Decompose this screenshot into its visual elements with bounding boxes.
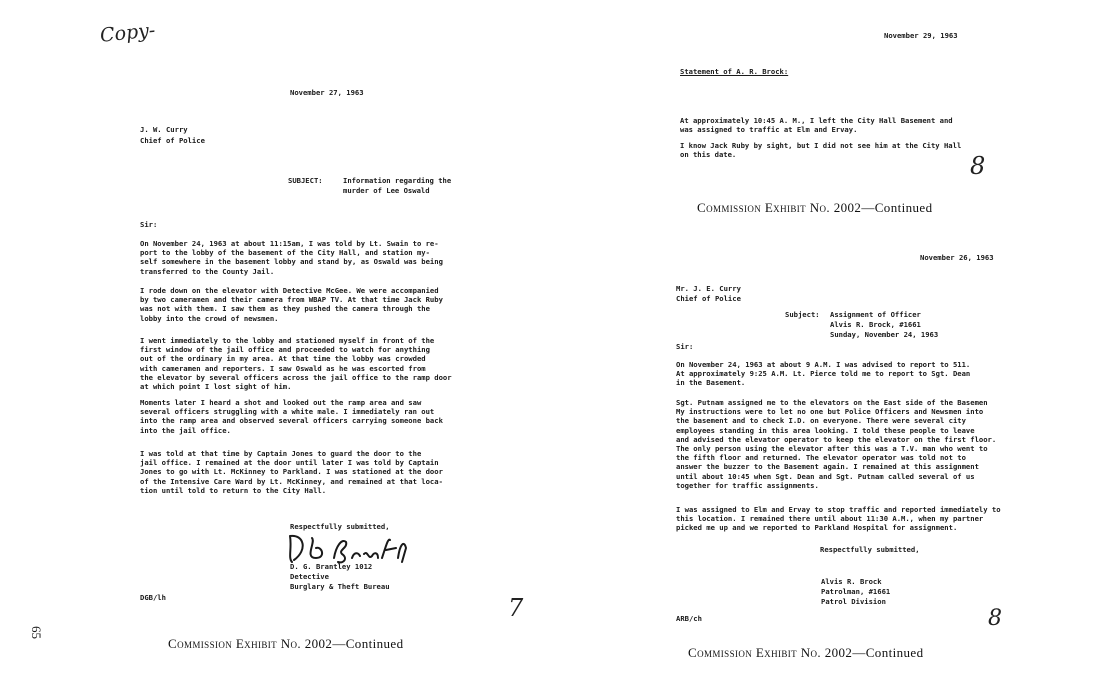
right-recipient-title: Chief of Police <box>676 294 741 303</box>
right-paragraph-1: On November 24, 1963 at about 9 A.M. I was advised to report to 511. At approximately 9:25 A.M. Lt. Pierce told me to report to Sgt. Dean in the Basement. <box>676 360 971 388</box>
page-number: 65 <box>29 626 44 639</box>
left-caption-prefix: Commission Exhibit No. <box>168 636 302 651</box>
right-top-caption <box>697 200 933 216</box>
left-recipient-title: Chief of Police <box>140 136 205 145</box>
left-page-mark: 7 <box>508 594 524 622</box>
left-paragraph-4: Moments later I heard a shot and looked out the ramp area and saw several officers struggling with a white male. I immediately ran out into the ramp area and observed several officers carrying someone back into the jail office. <box>140 398 443 435</box>
right-signer-dept: Patrol Division <box>821 597 886 606</box>
left-signer-name: D. G. Brantley 1012 <box>290 562 373 571</box>
right-recipient-name: Mr. J. E. Curry <box>676 284 741 293</box>
left-caption-number: 2002 <box>304 636 333 651</box>
right-subject-line1: Assignment of Officer <box>830 310 921 319</box>
left-caption <box>168 636 404 652</box>
right-top-paragraph-2: I know Jack Ruby by sight, but I did not see him at the City Hall on this date. <box>680 141 962 160</box>
left-initials: DGB/lh <box>140 593 166 602</box>
left-paragraph-3: I went immediately to the lobby and stationed myself in front of the first window of the jail office and proceeded to watch for anything out of the ordinary in my area. At that time the lobby was crowded with cameramen and reporters. I saw Oswald as he was escorted from the elevator by several officers across the jail office to the ramp door at which point I lost sight of him. <box>140 336 452 392</box>
right-caption-number: 2002 <box>824 645 853 660</box>
right-subject-line2: Alvis R. Brock, #1661 <box>830 320 921 329</box>
right-initials: ARB/ch <box>676 614 702 623</box>
left-caption-suffix: —Continued <box>332 636 404 651</box>
left-paragraph-1: On November 24, 1963 at about 11:15am, I was told by Lt. Swain to re- port to the lobby of the basement of the City Hall, and station my- self somewhere in the basement lobby and stand by, as Oswald was being transferred to the County Jail. <box>140 239 443 276</box>
right-top-page-mark: 8 <box>970 152 986 180</box>
right-caption-prefix: Commission Exhibit No. <box>688 645 822 660</box>
right-signer-title: Patrolman, #1661 <box>821 587 891 596</box>
right-top-heading: Statement of A. R. Brock: <box>680 67 789 76</box>
right-page-mark: 8 <box>988 606 1002 631</box>
left-signer-dept: Burglary & Theft Bureau <box>290 582 390 591</box>
right-signer-name: Alvis R. Brock <box>821 577 882 586</box>
right-top-caption-suffix: —Continued <box>861 200 933 215</box>
right-caption <box>688 645 924 661</box>
right-date: November 26, 1963 <box>920 253 994 262</box>
copy-annotation: Copy- <box>99 19 157 47</box>
left-salutation: Sir: <box>140 220 158 229</box>
right-closing: Respectfully submitted, <box>820 545 920 554</box>
left-recipient-name: J. W. Curry <box>140 125 188 134</box>
right-top-paragraph-1: At approximately 10:45 A. M., I left the City Hall Basement and was assigned to traffic at Elm and Ervay. <box>680 116 953 135</box>
left-subject-line1: Information regarding the <box>343 176 452 185</box>
right-subject-label: Subject: <box>785 310 820 319</box>
left-paragraph-5: I was told at that time by Captain Jones to guard the door to the jail office. I remained at the door until later I was told by Captain Jones to go with Lt. McKinney to Parkland. I was stationed at the door of the Intensive Care Ward by Lt. McKinney, and remained at that loca- tion until told to return to the City Hall. <box>140 449 443 495</box>
left-subject-label: SUBJECT: <box>288 176 323 185</box>
right-paragraph-3: I was assigned to Elm and Ervay to stop traffic and reported immediately to this location. I remained there until about 11:30 A.M., when my partner picked me up and we reported to Parkland Hospital for assignment. <box>676 505 1001 533</box>
right-top-caption-prefix: Commission Exhibit No. <box>697 200 831 215</box>
left-paragraph-2: I rode down on the elevator with Detective McGee. We were accompanied by two cameramen and their camera from WBAP TV. At that time Jack Ruby was not with them. I saw them as they pushed the camera through the lobby into the crowd of newsmen. <box>140 286 443 323</box>
left-signer-title: Detective <box>290 572 329 581</box>
right-caption-suffix: —Continued <box>852 645 924 660</box>
right-top-date: November 29, 1963 <box>884 31 958 40</box>
right-subject-line3: Sunday, November 24, 1963 <box>830 330 939 339</box>
left-date: November 27, 1963 <box>290 88 364 97</box>
left-closing: Respectfully submitted, <box>290 522 390 531</box>
right-paragraph-2: Sgt. Putnam assigned me to the elevators on the East side of the Basemen My instructions were to let no one but Police Officers and Newsmen into the basement and to check I.D. on everyone. There were several city employees standing in this area looking. I told these people to leave and advised the elevator operator to keep the elevator on the first floor. The only person using the elevator after this was a T.V. man who went to the fifth floor and returned. The elevator operator was told not to answer the buzzer to the Basement again. I remained at this assignment until about 10:45 when Sgt. Dean and Sgt. Putnam called several of us together for traffic assignments. <box>676 398 997 490</box>
left-subject-line2: murder of Lee Oswald <box>343 186 430 195</box>
right-salutation: Sir: <box>676 342 694 351</box>
right-top-caption-number: 2002 <box>833 200 862 215</box>
